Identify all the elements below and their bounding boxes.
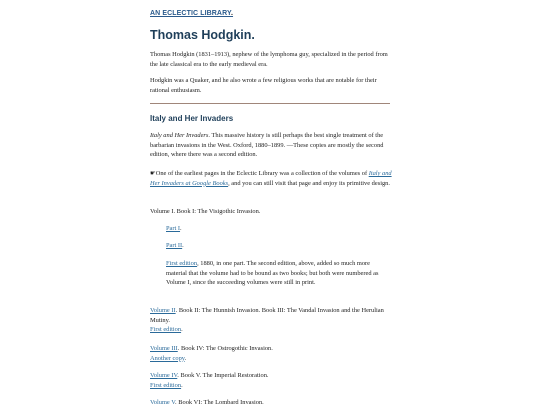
volume-2-text: . Book II: The Hunnish Invasion. Book III: The Vandal Invasion and the Herulian Mutiny. [150,307,384,324]
series-note-text-b: , and you can still visit that page and enjoy its primitive design. [228,179,390,187]
volume-3-item: Volume III. Book IV: The Ostrogothic Invasion. Another copy. [150,345,273,362]
volume-4-first-edition-link[interactable]: First edition [150,381,182,389]
series-intro [150,131,392,160]
volume-2-link[interactable]: Volume II [150,307,176,314]
volume-3-another-copy-link[interactable]: Another copy [150,354,185,362]
site-home-link[interactable] [150,10,233,17]
volume-4-item: Volume IV. Book V. The Imperial Restoration. First edition. [150,372,269,389]
volume-1-first-edition-note: , 1880, in one part. The second edition, above, added so much more material that the volume had to be bound as two books; but both were numbered as Volume I, since the succeeding volumes were still in print. [166,260,379,286]
page-title: Thomas Hodgkin. [150,28,255,42]
volume-1-title: Volume I. Book I: The Visigothic Invasion. [150,208,261,215]
volume-5-item [150,398,392,405]
volume-3-text: . Book IV: The Ostrogothic Invasion. [177,345,273,352]
series-note [150,169,392,188]
volume-5-text: . Book VI: The Lombard Invasion. [175,399,264,405]
series-note-text-a: One of the earliest pages in the Eclectic Library was a collection of the volumes of [155,170,369,177]
section-title: Italy and Her Invaders [150,114,234,123]
volume-1-first-edition-item [166,259,390,288]
volume-2-first-edition-link[interactable]: First edition [150,326,182,333]
pointing-hand-icon: ☛ [150,169,156,177]
section-divider [150,103,390,104]
volume-1-part-1-link[interactable]: Part I [166,225,181,232]
google-books-link[interactable]: Italy and Her Invaders at Google Books [150,170,392,187]
volume-1-part-1-item: Part I. [166,225,182,232]
volume-1-part-2-link[interactable]: Part II [166,242,183,249]
series-intro-title: Italy and Her Invaders [150,132,209,139]
volume-3-link[interactable]: Volume III [150,345,178,352]
volume-4-text: . Book V. The Imperial Restoration. [177,372,269,379]
series-intro-text: . This massive history is still perhaps the best single treatment of the barbarian invasions in the West. Oxford, 1880–1899. —These copies are mostly the second edition, where there was a second edition. [150,132,384,158]
volume-2-item: Volume II. Book II: The Hunnish Invasion. Book III: The Vandal Invasion and the Herulian Mutiny. First edition. [150,307,384,333]
volume-1-part-2-item: Part II. [166,242,184,249]
volume-1-first-edition-link[interactable]: First edition [166,260,198,267]
volume-5-link[interactable]: Volume V [150,399,176,405]
site-link-text[interactable]: AN ECLECTIC LIBRARY [150,10,231,17]
author-bio: Thomas Hodgkin (1831–1913), nephew of the lymphoma guy, specialized in the period from the late classical era to the early medieval era. [150,51,388,68]
site-link-dot: . [230,10,234,17]
author-bio-religion: Hodgkin was a Quaker, and he also wrote a few religious works that are notable for their rational enthusiasm. [150,77,377,94]
volume-4-link[interactable]: Volume IV [150,372,178,379]
